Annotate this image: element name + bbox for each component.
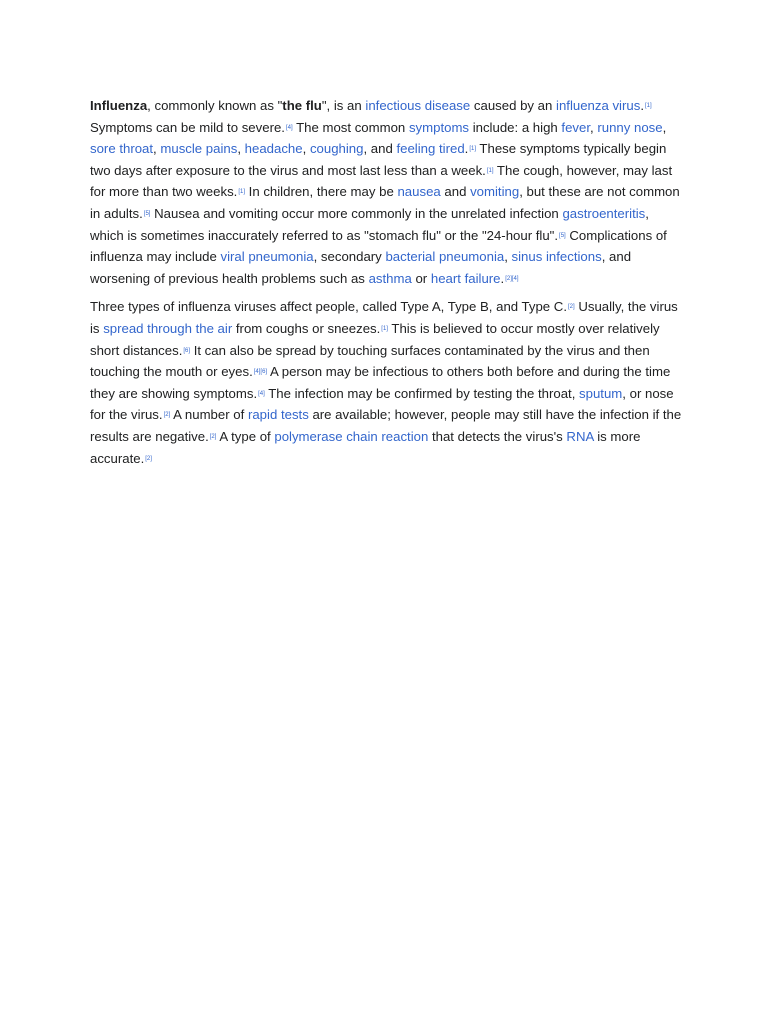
- link-rna[interactable]: RNA: [566, 428, 594, 444]
- reference-link[interactable]: [2][4]: [505, 275, 519, 282]
- paragraph-text: that detects the virus's: [428, 428, 567, 444]
- reference-link[interactable]: [2]: [568, 304, 575, 311]
- paragraph-text: A number of: [170, 407, 248, 423]
- link-viral-pneumonia[interactable]: viral pneumonia: [220, 249, 314, 265]
- paragraph-text: , commonly known as ": [147, 98, 283, 113]
- link-sinus-infections[interactable]: sinus infections: [511, 249, 602, 265]
- link-nausea[interactable]: nausea: [397, 184, 441, 200]
- reference-link[interactable]: [1]: [486, 167, 494, 174]
- article-paragraph-transmission: [90, 296, 682, 469]
- paragraph-text: , secondary: [313, 249, 386, 265]
- article-paragraph-intro: [90, 95, 682, 289]
- link-asthma[interactable]: asthma: [368, 270, 412, 286]
- link-symptoms[interactable]: symptoms: [408, 119, 470, 135]
- paragraph-text: The cough, however, may last for more than two weeks.: [90, 162, 673, 200]
- paragraph-text: is more accurate.: [90, 428, 641, 466]
- link-influenza-virus[interactable]: influenza virus: [556, 98, 641, 113]
- paragraph-text: .: [640, 98, 644, 113]
- paragraph-text: from coughs or sneezes.: [232, 320, 381, 336]
- paragraph-text: Symptoms can be mild to severe.: [90, 119, 285, 135]
- link-feeling-tired[interactable]: feeling tired: [396, 141, 465, 157]
- reference-link[interactable]: [1]: [238, 189, 245, 196]
- link-coughing[interactable]: coughing: [309, 141, 364, 157]
- paragraph-text: These symptoms typically begin two days after exposure to the virus and most last less than a week.: [90, 141, 667, 178]
- link-runny-nose[interactable]: runny nose: [597, 119, 663, 135]
- paragraph-text: The infection may be confirmed by testing the throat,: [264, 385, 580, 401]
- paragraph-text: Complications of influenza may include: [90, 227, 667, 265]
- paragraph-text: Nausea and vomiting occur more commonly in the unrelated infection: [150, 205, 563, 221]
- reference-link[interactable]: [4]: [258, 390, 265, 397]
- link-vomiting[interactable]: vomiting: [470, 184, 520, 200]
- reference-link[interactable]: [5]: [143, 210, 151, 217]
- bold-term: Influenza: [90, 98, 148, 113]
- paragraph-text: A type of: [216, 428, 275, 444]
- paragraph-text: This is believed to occur mostly over relatively short distances.: [90, 320, 660, 358]
- reference-link[interactable]: [4]: [285, 124, 293, 131]
- paragraph-text: are available; however, people may still have the infection if the results are negative.: [90, 407, 682, 444]
- bold-term: the flu: [282, 98, 322, 113]
- paragraph-text: In children, there may be: [245, 184, 398, 200]
- paragraph-text: A person may be infectious to others both before and during the time they are showing symptoms.: [90, 364, 671, 401]
- link-bacterial-pneumonia[interactable]: bacterial pneumonia: [385, 249, 505, 265]
- link-sore-throat[interactable]: sore throat: [90, 141, 154, 157]
- paragraph-text: ", is an: [321, 98, 366, 113]
- paragraph-text: , and: [363, 141, 397, 157]
- reference-link[interactable]: [2]: [145, 455, 152, 462]
- paragraph-text: Three types of influenza viruses affect people, called Type A, Type B, and Type C.: [90, 299, 567, 315]
- paragraph-text: and: [440, 184, 471, 200]
- reference-link[interactable]: [1]: [644, 103, 652, 109]
- reference-link[interactable]: [1]: [469, 146, 476, 153]
- paragraph-text: include: a high: [469, 119, 562, 135]
- reference-link[interactable]: [6]: [183, 347, 191, 354]
- paragraph-text: ,: [590, 119, 598, 135]
- paragraph-text: Usually, the virus is: [90, 299, 678, 336]
- paragraph-text: ,: [237, 141, 245, 157]
- paragraph-text: , but these are not common in adults.: [90, 184, 680, 221]
- reference-link[interactable]: [5]: [559, 232, 566, 239]
- link-muscle-pains[interactable]: muscle pains: [160, 141, 238, 157]
- reference-link[interactable]: [2]: [209, 433, 217, 440]
- link-sputum[interactable]: sputum: [579, 385, 623, 401]
- paragraph-text: , and worsening of previous health problems such as: [90, 249, 632, 286]
- paragraph-text: caused by an: [470, 98, 557, 113]
- reference-link[interactable]: [1]: [381, 325, 388, 332]
- link-gastroenteritis[interactable]: gastroenteritis: [562, 205, 646, 221]
- paragraph-text: The most common: [292, 119, 409, 135]
- link-infectious-disease[interactable]: infectious disease: [365, 98, 471, 113]
- link-rapid-tests[interactable]: rapid tests: [247, 407, 309, 423]
- link-heart-failure[interactable]: heart failure: [430, 270, 501, 286]
- paragraph-text: ,: [504, 249, 512, 265]
- paragraph-text: , or nose for the virus.: [90, 385, 674, 423]
- link-fever[interactable]: fever: [561, 119, 591, 135]
- paragraph-text: , which is sometimes inaccurately referred to as "stomach flu" or the "24-hour flu".: [90, 205, 649, 243]
- article-body: [90, 95, 682, 476]
- reference-link[interactable]: [2]: [163, 412, 171, 419]
- link-headache[interactable]: headache: [244, 141, 303, 157]
- paragraph-text: ,: [662, 119, 667, 135]
- link-polymerase-chain-reaction[interactable]: polymerase chain reaction: [274, 428, 429, 444]
- paragraph-text: ,: [302, 141, 310, 157]
- reference-link[interactable]: [4][6]: [253, 369, 268, 376]
- paragraph-text: It can also be spread by touching surfaces contaminated by the virus and then touching the mouth or eyes.: [90, 342, 650, 380]
- link-spread-through-the-air[interactable]: spread through the air: [103, 320, 233, 336]
- paragraph-text: or: [411, 270, 431, 286]
- paragraph-text: ,: [153, 141, 161, 157]
- paragraph-text: .: [500, 270, 505, 286]
- paragraph-text: .: [464, 141, 469, 157]
